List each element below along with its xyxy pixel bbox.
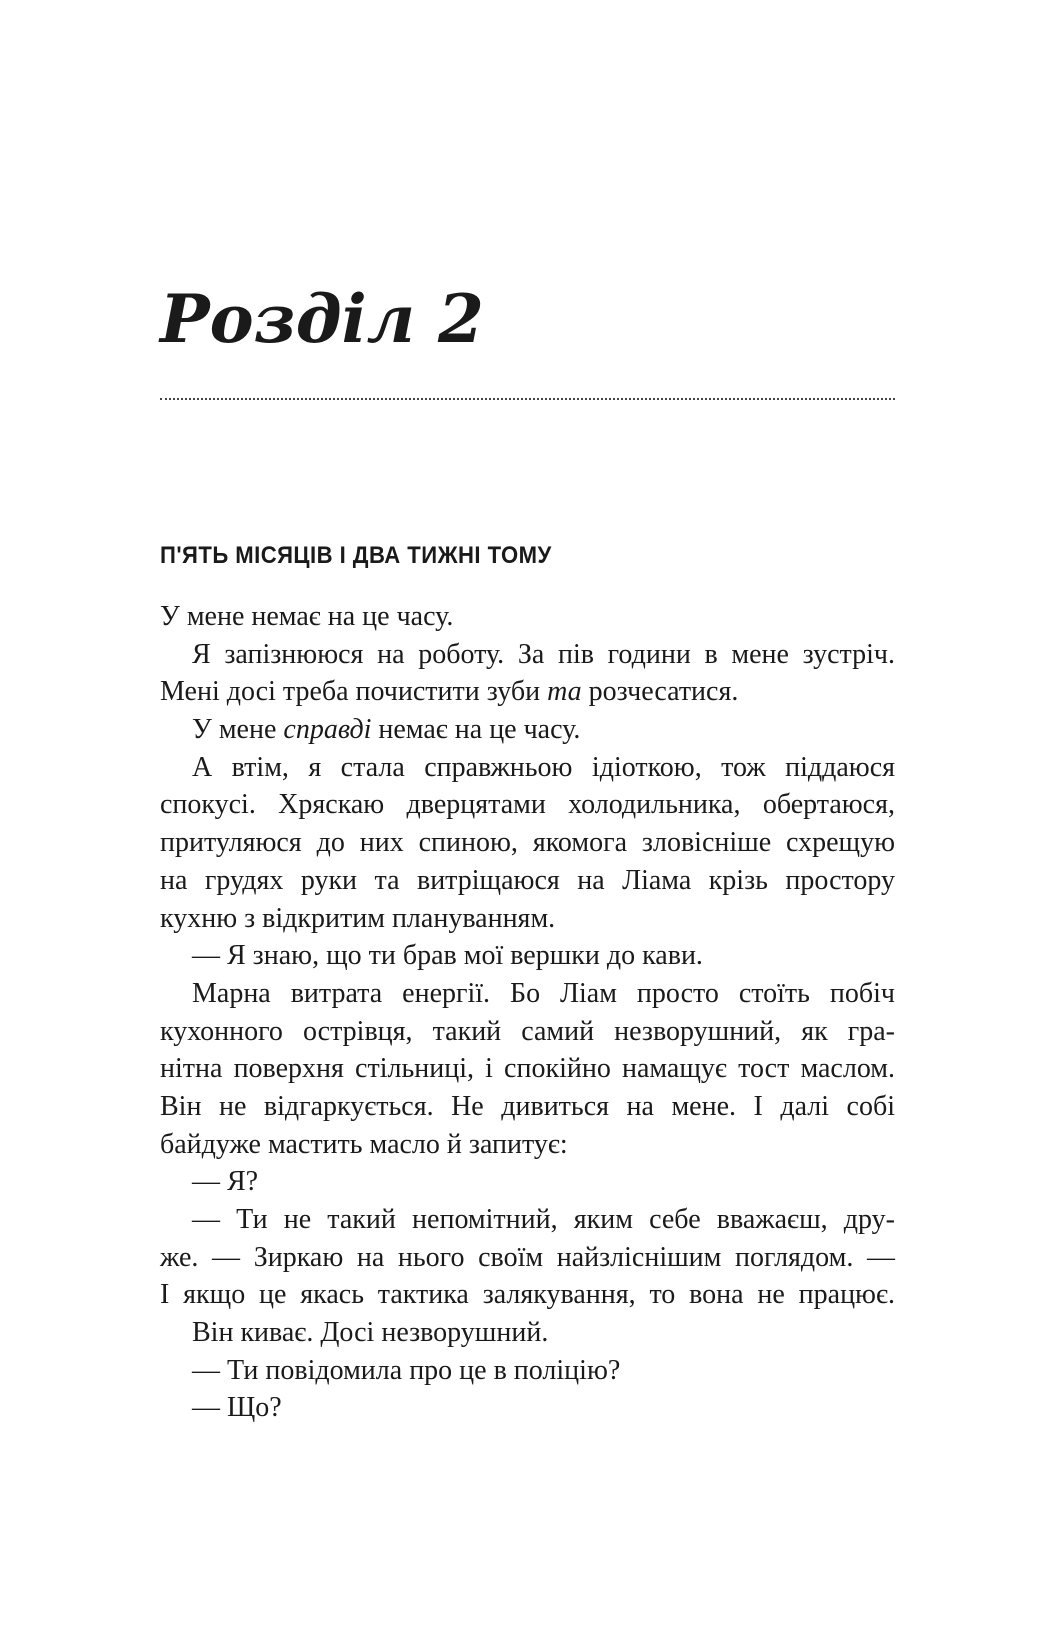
text-line: Марна витрата енергії. Бо Ліам просто стоїть побіч: [192, 977, 895, 1009]
emphasis: справді: [283, 714, 372, 746]
text-line: А втім, я стала справжньою ідіоткою, тож піддаюся: [192, 751, 895, 783]
text-line: У мене немає на це часу.: [160, 601, 454, 632]
chapter-title: Розділ 2: [160, 280, 484, 358]
emphasis: та: [547, 676, 582, 708]
text-line: Він киває. Досі незворушний.: [192, 1317, 549, 1349]
text-line: нітна поверхня стільниці, і спокійно намащує тост маслом.: [160, 1053, 895, 1085]
text-line: — Ти не такий непомітний, яким себе вважаєш, дру-: [192, 1204, 895, 1235]
section-subheading: П'ЯТЬ МІСЯЦІВ І ДВА ТИЖНІ ТОМУ: [160, 542, 552, 569]
text-line: спокусі. Хряскаю дверцятами холодильника, обертаюся,: [160, 789, 895, 821]
chapter-body: [160, 598, 895, 1427]
text-line: — Я знаю, що ти брав мої вершки до кави.: [192, 940, 703, 972]
dotted-divider: [160, 398, 895, 400]
text-line: кухню з відкритим плануванням.: [160, 902, 556, 934]
text-line: Я запізнююся на роботу. За пів години в мене зустріч.: [192, 638, 895, 670]
text-line: Мені досі треба почистити зуби та розчесатися.: [160, 676, 739, 708]
text-line: притуляюся до них спиною, якомога зловісніше схрещую: [160, 827, 895, 859]
text-line: У мене справді немає на це часу.: [192, 714, 581, 746]
text-line: — Ти повідомила про це в поліцію?: [192, 1354, 621, 1386]
text-line: кухонного острівця, такий самий незворушний, як гра-: [160, 1015, 895, 1047]
text-line: — Що?: [192, 1392, 282, 1424]
text-line: — Я?: [192, 1166, 259, 1198]
text-line: же. — Зиркаю на нього своїм найзліснішим поглядом. —: [160, 1241, 895, 1273]
text-line: Він не відгаркується. Не дивиться на мене. І далі собі: [160, 1090, 895, 1122]
text-line: байдуже мастить масло й запитує:: [160, 1128, 568, 1160]
text-line: на грудях руки та витріщаюся на Ліама крізь простору: [160, 864, 895, 896]
text-line: І якщо це якась тактика залякування, то вона не працює.: [160, 1279, 895, 1311]
